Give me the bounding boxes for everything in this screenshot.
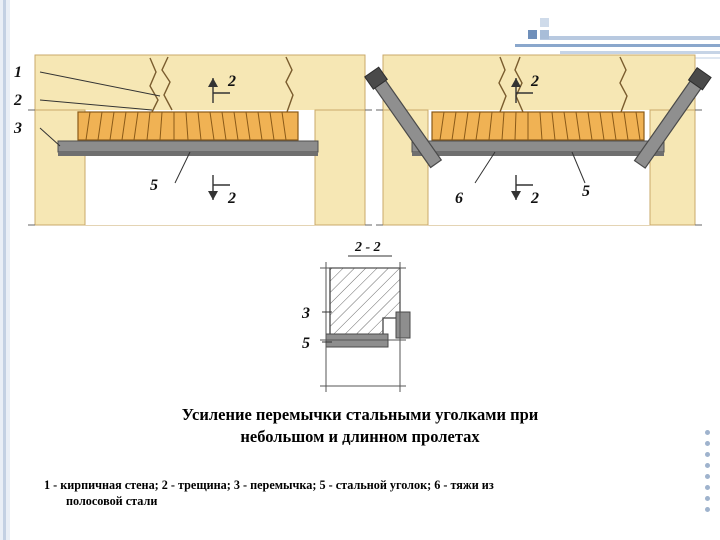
figure-title-line-1: Усиление перемычки стальными уголками при bbox=[181, 405, 539, 424]
dot bbox=[705, 463, 710, 468]
label-section-bottom-left: 2 bbox=[228, 190, 236, 207]
label-6: 6 bbox=[455, 190, 463, 207]
label-5-right: 5 bbox=[582, 183, 590, 200]
label-1: 1 bbox=[14, 64, 22, 81]
label-5-section: 5 bbox=[302, 335, 310, 352]
section-title: 2 - 2 bbox=[355, 240, 381, 255]
label-section-bottom-right: 2 bbox=[531, 190, 539, 207]
label-section-top-left: 2 bbox=[228, 73, 236, 90]
label-section-top-right: 2 bbox=[531, 73, 539, 90]
right-dot-column bbox=[702, 430, 714, 535]
label-5-left: 5 bbox=[150, 177, 158, 194]
dot bbox=[705, 507, 710, 512]
label-2: 2 bbox=[14, 92, 22, 109]
figure-title-line-2: небольшом и длинном пролетах bbox=[240, 427, 480, 447]
dot bbox=[705, 452, 710, 457]
left-elevation-drawing bbox=[28, 55, 372, 225]
label-3-section: 3 bbox=[302, 305, 310, 322]
dot bbox=[705, 474, 710, 479]
section-2-2-drawing bbox=[320, 240, 410, 392]
legend-line-1: 1 - кирпичная стена; 2 - трещина; 3 - перемычка; 5 - стальной уголок; 6 - тяжи из bbox=[44, 478, 494, 492]
dot bbox=[705, 441, 710, 446]
dot bbox=[705, 430, 710, 435]
figure-legend bbox=[44, 478, 664, 510]
figure-title bbox=[60, 404, 660, 449]
label-3: 3 bbox=[14, 120, 22, 137]
dot bbox=[705, 496, 710, 501]
legend-line-2: полосовой стали bbox=[66, 493, 158, 508]
dot bbox=[705, 485, 710, 490]
